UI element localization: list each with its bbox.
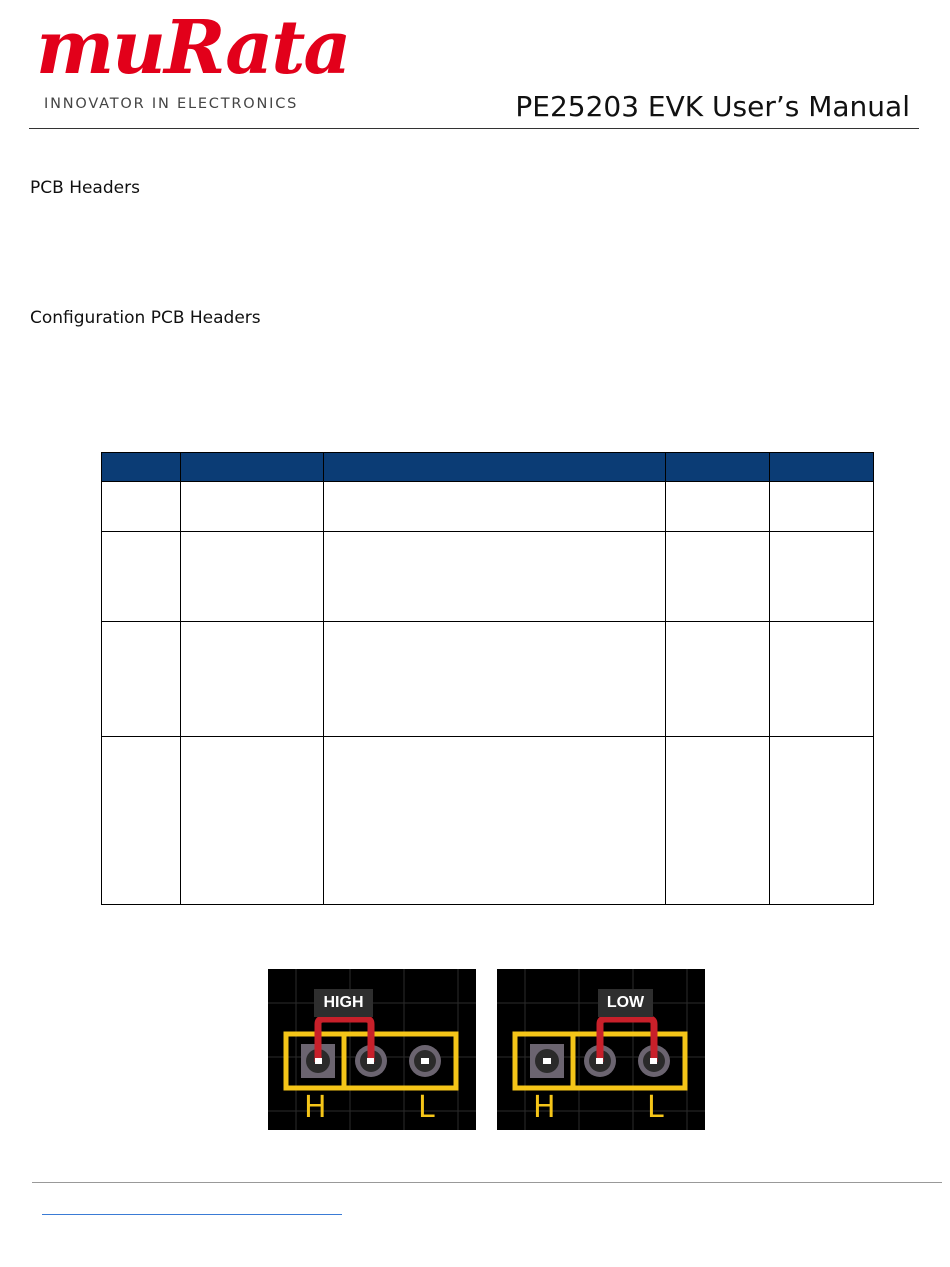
pin-label-h: H (533, 1090, 556, 1125)
pin-label-l: L (418, 1090, 435, 1125)
table-cell (770, 622, 874, 737)
configuration-table (101, 452, 874, 905)
jumper-low-figure (497, 969, 705, 1130)
footer-link-underline[interactable] (42, 1214, 342, 1215)
table-cell (181, 737, 324, 905)
footer-divider (32, 1182, 942, 1183)
table-cell (102, 737, 181, 905)
table-row (102, 532, 874, 622)
state-label-high: HIGH (314, 989, 373, 1017)
section-heading-pcb-headers: PCB Headers (30, 178, 140, 198)
table-cell (770, 532, 874, 622)
table-cell (770, 482, 874, 532)
pin-label-h: H (304, 1090, 327, 1125)
table-header-cell (770, 453, 874, 482)
table-cell (324, 737, 666, 905)
section-heading-configuration-pcb-headers: Configuration PCB Headers (30, 308, 261, 328)
table-row (102, 622, 874, 737)
table-cell (324, 532, 666, 622)
table-cell (666, 532, 770, 622)
table-cell (102, 482, 181, 532)
table-cell (666, 622, 770, 737)
table-header-cell (102, 453, 181, 482)
table-header-row (102, 453, 874, 482)
table-cell (324, 482, 666, 532)
murata-logo (36, 5, 350, 118)
table-cell (102, 532, 181, 622)
table-cell (102, 622, 181, 737)
state-label-low: LOW (598, 989, 653, 1017)
logo-wordmark: muRata (36, 5, 350, 91)
table-cell (324, 622, 666, 737)
table-header-cell (324, 453, 666, 482)
table-header-cell (666, 453, 770, 482)
table-cell (666, 737, 770, 905)
table-header-cell (181, 453, 324, 482)
table-cell (181, 532, 324, 622)
table-cell (666, 482, 770, 532)
logo-tagline: INNOVATOR IN ELECTRONICS (44, 96, 299, 112)
document-title: PE25203 EVK User’s Manual (515, 90, 910, 123)
header-divider (29, 128, 919, 129)
table-row (102, 737, 874, 905)
table-cell (181, 482, 324, 532)
table-row (102, 482, 874, 532)
table-cell (770, 737, 874, 905)
pin-label-l: L (647, 1090, 664, 1125)
jumper-high-figure (268, 969, 476, 1130)
table-cell (181, 622, 324, 737)
